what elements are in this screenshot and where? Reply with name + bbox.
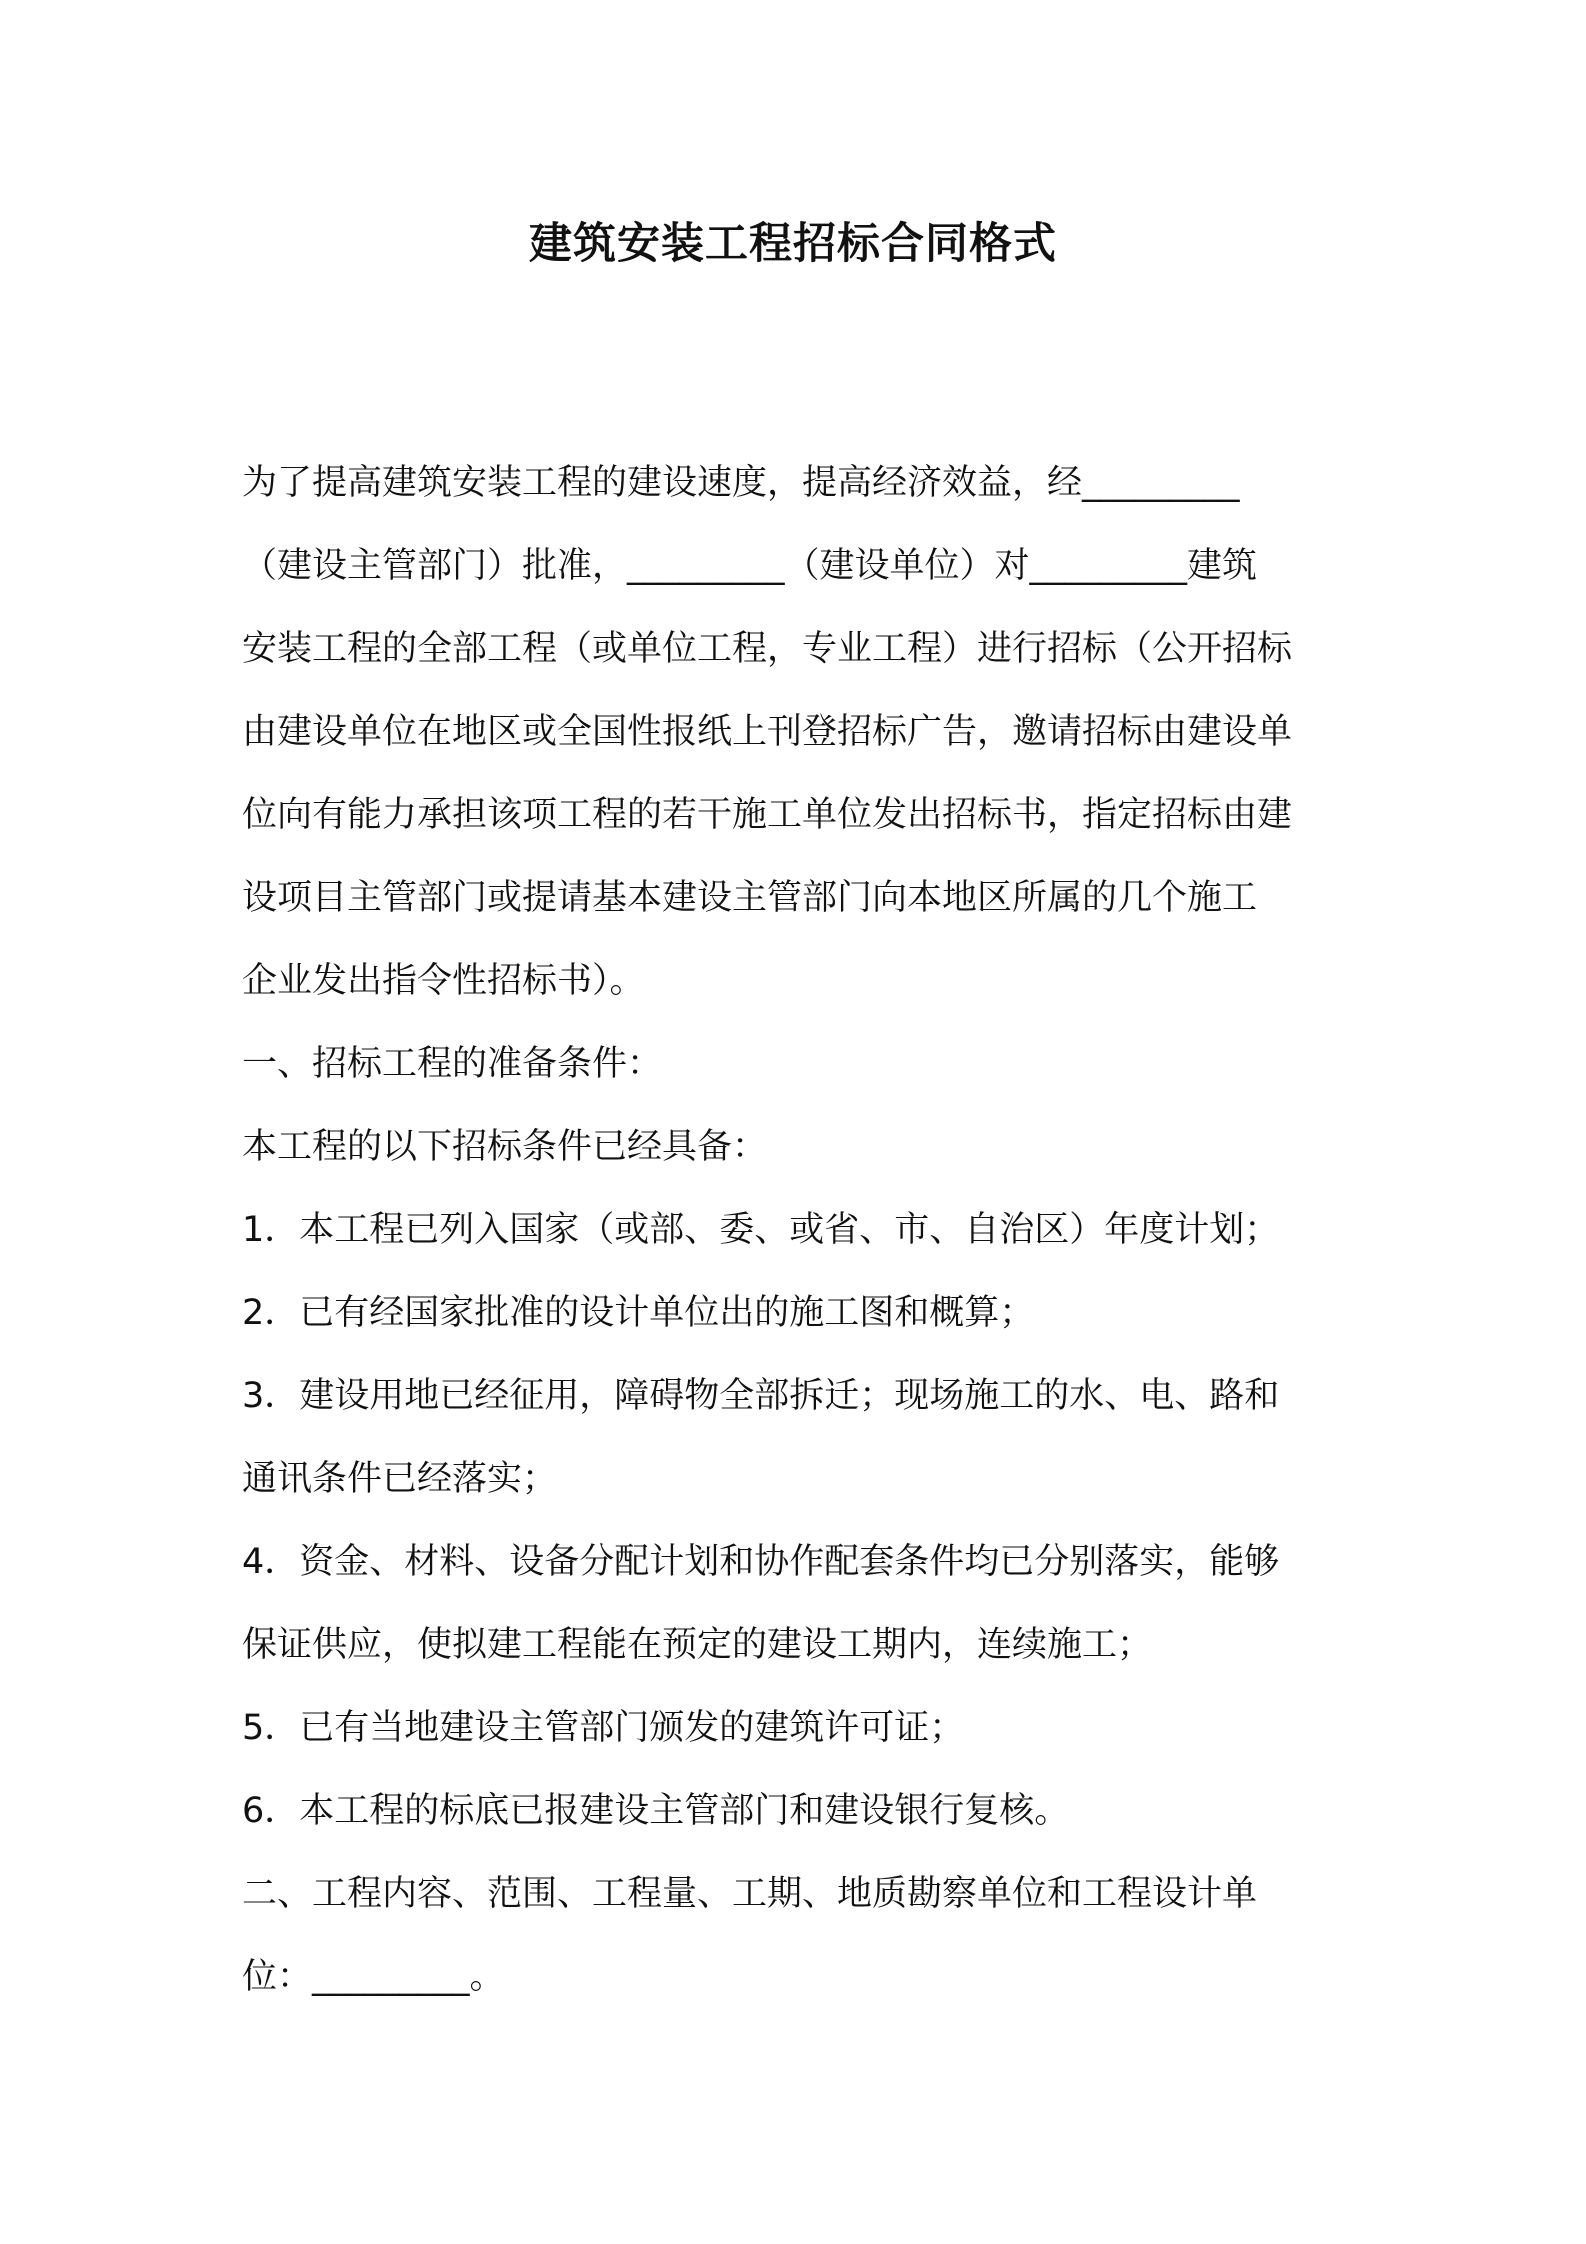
- list-item-4-continued: 保证供应，使拟建工程能在预定的建设工期内，连续施工；: [242, 1625, 1153, 1665]
- section-heading-2-continued: 位：_________。: [242, 1957, 505, 1997]
- document-title: 建筑安装工程招标合同格式: [529, 219, 1057, 269]
- body-line: 为了提高建筑安装工程的建设速度，提高经济效益，经_________: [242, 463, 1240, 503]
- list-item-4: 4．资金、材料、设备分配计划和协作配套条件均已分别落实，能够: [242, 1542, 1280, 1582]
- list-item-1: 1．本工程已列入国家（或部、委、或省、市、自治区）年度计划；: [242, 1210, 1280, 1250]
- body-line: 由建设单位在地区或全国性报纸上刊登招标广告，邀请招标由建设单: [242, 712, 1293, 752]
- body-line: 设项目主管部门或提请基本建设主管部门向本地区所属的几个施工: [242, 878, 1258, 918]
- body-line: 位向有能力承担该项工程的若干施工单位发出招标书，指定招标由建: [242, 795, 1293, 835]
- section-heading-1: 一、招标工程的准备条件：: [242, 1044, 663, 1084]
- list-item-3: 3．建设用地已经征用，障碍物全部拆迁；现场施工的水、电、路和: [242, 1376, 1280, 1416]
- list-item-2: 2．已有经国家批准的设计单位出的施工图和概算；: [242, 1293, 1035, 1333]
- list-item-5: 5．已有当地建设主管部门颁发的建筑许可证；: [242, 1708, 965, 1748]
- body-line: （建设主管部门）批准，_________（建设单位）对_________建筑: [242, 546, 1258, 586]
- list-item-3-continued: 通讯条件已经落实；: [242, 1459, 558, 1499]
- body-line: 企业发出指令性招标书）。: [242, 961, 645, 1001]
- list-item-6: 6．本工程的标底已报建设主管部门和建设银行复核。: [242, 1791, 1070, 1831]
- body-line: 安装工程的全部工程（或单位工程，专业工程）进行招标（公开招标: [242, 629, 1293, 669]
- body-line: 本工程的以下招标条件已经具备：: [242, 1127, 768, 1167]
- section-heading-2: 二、工程内容、范围、工程量、工期、地质勘察单位和工程设计单: [242, 1874, 1258, 1914]
- document-body: [242, 453, 1352, 2030]
